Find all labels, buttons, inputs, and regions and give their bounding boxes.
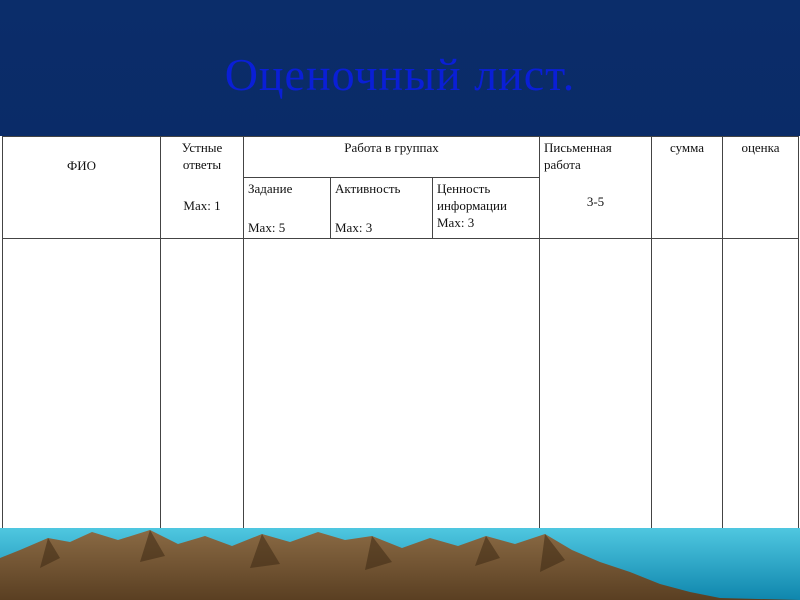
header-written-work: Письменная работа 3-5 (540, 137, 652, 239)
header-sum: сумма (652, 137, 723, 239)
cell-fio (3, 239, 161, 531)
header-information-value: Ценность информации Max: 3 (433, 178, 540, 239)
slide-title: Оценочный лист. (224, 49, 576, 100)
header-row-1 (3, 137, 799, 178)
header-group-work: Работа в группах (244, 137, 540, 178)
header-task: Задание Max: 5 (244, 178, 331, 239)
evaluation-sheet (0, 136, 800, 538)
header-activity: Активность Max: 3 (331, 178, 433, 239)
cell-sum (652, 239, 723, 531)
cell-grade (723, 239, 799, 531)
cell-group-work (244, 239, 540, 531)
header-fio: ФИО (3, 137, 161, 239)
mountain-landscape (0, 528, 800, 600)
cell-written (540, 239, 652, 531)
evaluation-table (2, 136, 799, 531)
table-row (3, 239, 799, 531)
header-oral-answers: Устные ответы Max: 1 (161, 137, 244, 239)
cell-oral (161, 239, 244, 531)
header-grade: оценка (723, 137, 799, 239)
